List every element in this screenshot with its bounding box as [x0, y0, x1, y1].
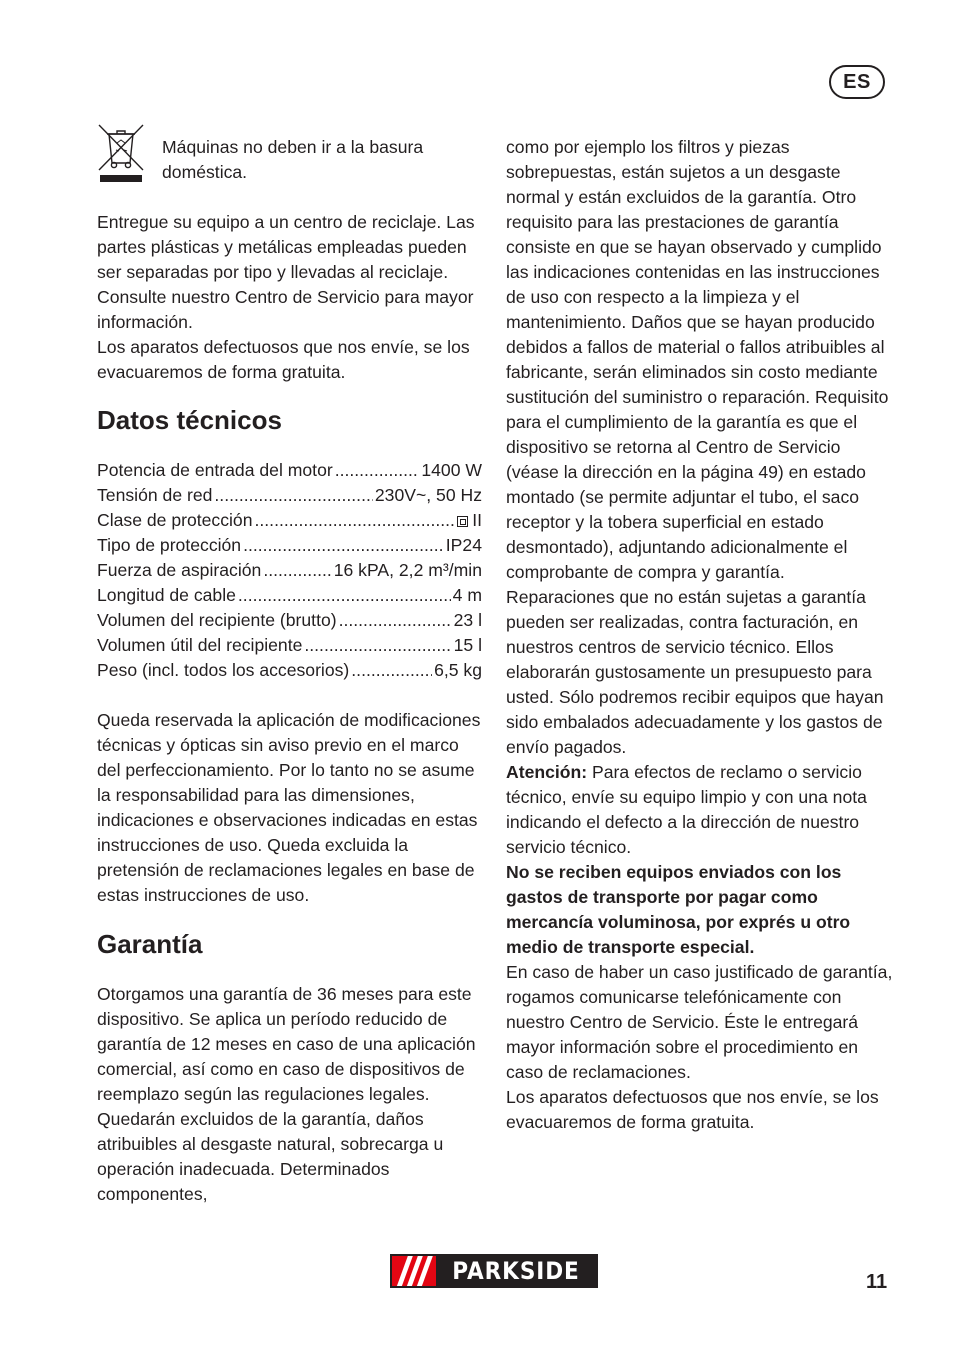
spec-row — [97, 533, 482, 558]
spec-row — [97, 458, 482, 483]
spec-label: Volumen del recipiente (brutto) — [97, 610, 337, 630]
spec-row — [97, 658, 482, 683]
recycling-paragraph: Entregue su equipo a un centro de reciclaje. Las partes plásticas y metálicas empleadas pueden ser separadas por tipo y llevadas al reciclaje. Consulte nuestro Centro de Servicio para mayor información. — [97, 212, 475, 332]
warranty-paragraph: Otorgamos una garantía de 36 meses para este dispositivo. Se aplica un período reducido de garantía de 12 meses en caso de una aplicación comercial, así como en caso de dispositivos de reemplazo según las regulaciones legales. Quedarán excluidos de la garantía, daños atribuibles al desgaste natural, sobrecarga u operación inadecuada. Determinados componentes, — [97, 984, 476, 1204]
technical-data-heading: Datos técnicos — [97, 405, 282, 435]
spec-list — [97, 458, 482, 683]
spec-label: Volumen útil del recipiente — [97, 635, 303, 655]
language-badge: ES — [829, 65, 885, 99]
spec-value: 6,5 kg — [434, 660, 482, 680]
spec-row — [97, 508, 482, 533]
recycle-notice — [97, 135, 482, 195]
spec-value: II — [472, 510, 482, 530]
leader-dots — [214, 483, 372, 508]
leader-dots — [335, 458, 420, 483]
leader-dots — [255, 508, 456, 533]
spec-row — [97, 583, 482, 608]
spec-value: 23 l — [453, 610, 482, 630]
protection-class-ii-icon — [457, 516, 468, 527]
left-column — [97, 135, 482, 1207]
leader-dots — [263, 558, 331, 583]
free-disposal-paragraph: Los aparatos defectuosos que nos envíe, se los evacuaremos de forma gratuita. — [97, 337, 470, 382]
warranty-continuation-paragraph: como por ejemplo los filtros y piezas sobrepuestas, están sujetos a un desgaste normal y están excluidos de la garantía. Otro requisito para las prestaciones de garantía consiste en que se hayan observado y cumplido las indicaciones contenidas en las instrucciones de uso con respecto a la limpieza y el mantenimiento. Daños que se hayan producido debidos a fallos de material o fallos atribuibles al fabricante, serán eliminados sin costo mediante sustitución del suministro o reparación. Requisito para el cumplimiento de la garantía es que el dispositivo se retorna al Centro de Servicio (véase la dirección en la página 49) en estado montado (se permite adjuntar el tubo, el saco receptor y la tobera superficial en estado desmontado), adjuntando adicionalmente el comprobante de compra y garantía. Reparaciones que no están sujetas a garantía pueden ser realizadas, contra facturación, en nuestros centros de servicio técnico. Ellos elaborarán gustosamente un presupuesto para usted. Sólo podremos recibir equipos que hayan sido embalados adecuadamente y los gastos de envío pagados. — [506, 137, 889, 757]
leader-dots — [339, 608, 452, 633]
spec-label: Clase de protección — [97, 510, 253, 530]
spec-label: Potencia de entrada del motor — [97, 460, 333, 480]
spec-label: Tensión de red — [97, 485, 213, 505]
logo-slashes-icon — [392, 1256, 436, 1286]
attention-text: Para efectos de reclamo o servicio técnico, envíe su equipo limpio y con una nota indicando el defecto a la dirección de nuestro servicio técnico. — [506, 762, 867, 857]
crossed-out-wheelie-bin-icon — [97, 123, 145, 183]
spec-value: 230V~, 50 Hz — [374, 485, 482, 505]
spec-row — [97, 483, 482, 508]
attention-paragraph — [506, 760, 894, 860]
spec-label: Fuerza de aspiración — [97, 560, 262, 580]
warranty-heading: Garantía — [97, 929, 203, 959]
leader-dots — [238, 583, 451, 608]
spec-row — [97, 633, 482, 658]
shipping-notice: No se reciben equipos enviados con los gastos de transporte por pagar como mercancía voluminosa, por exprés u otro medio de transporte especial. — [506, 862, 851, 957]
spacer — [97, 683, 482, 708]
spec-label: Tipo de protección — [97, 535, 242, 555]
spec-value: 16 kPA, 2,2 m³/min — [333, 560, 482, 580]
spec-row — [97, 558, 482, 583]
leader-dots — [304, 633, 451, 658]
contact-paragraph: En caso de haber un caso justificado de garantía, rogamos comunicarse telefónicamente con nuestro Centro de Servicio. Éste le entregará mayor información sobre el procedimiento en caso de reclamaciones. — [506, 962, 893, 1082]
leader-dots — [351, 658, 432, 683]
spec-label: Longitud de cable — [97, 585, 236, 605]
free-disposal-paragraph-2: Los aparatos defectuosos que nos envíe, se los evacuaremos de forma gratuita. — [506, 1087, 879, 1132]
modifications-paragraph: Queda reservada la aplicación de modificaciones técnicas y ópticas sin aviso previo en el marco del perfeccionamiento. Por lo tanto no se asume la responsabilidad para las dimensiones, indicaciones e observaciones indicadas en estas instrucciones de uso. Queda excluida la pretensión de reclamaciones legales en base de estas instrucciones de uso. — [97, 710, 481, 905]
spec-value: 1400 W — [421, 460, 482, 480]
parkside-logo — [390, 1254, 598, 1288]
spec-value: 4 m — [452, 585, 482, 605]
spec-row — [97, 608, 482, 633]
right-column — [506, 135, 894, 1135]
recycle-text: Máquinas no deben ir a la basura doméstica. — [162, 137, 424, 182]
spec-value: IP24 — [445, 535, 482, 555]
spec-value-wrap — [457, 508, 482, 533]
leader-dots — [243, 533, 444, 558]
spec-label: Peso (incl. todos los accesorios) — [97, 660, 350, 680]
spec-value: 15 l — [453, 635, 482, 655]
logo-text: PARKSIDE — [452, 1257, 580, 1285]
attention-label: Atención: — [506, 762, 588, 782]
page-number: 11 — [866, 1271, 888, 1293]
